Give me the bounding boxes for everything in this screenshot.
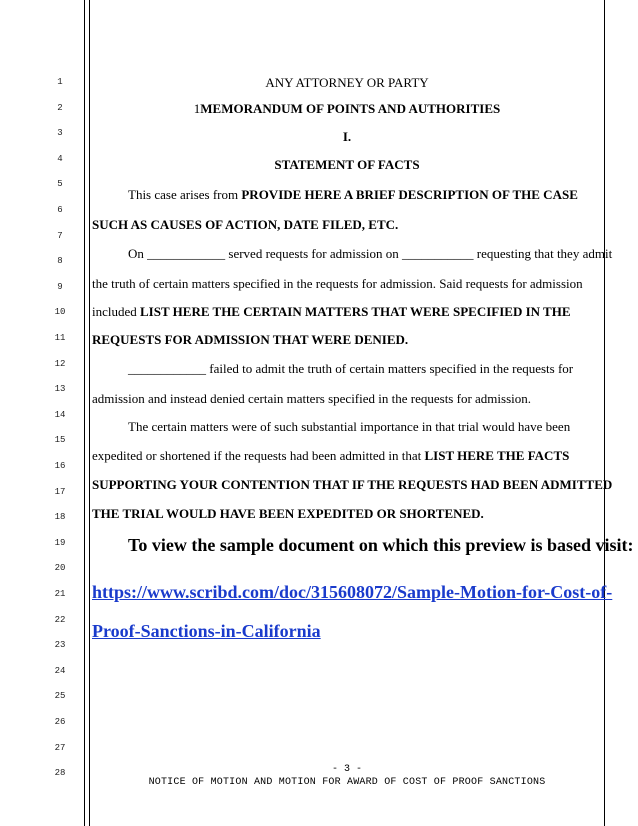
document-footer-title: NOTICE OF MOTION AND MOTION FOR AWARD OF COST OF PROOF SANCTIONS: [148, 777, 546, 788]
paragraph-2-line-2: the truth of certain matters specified in the requests for admission. Said requests for admission: [92, 276, 583, 291]
line-number: 16: [54, 461, 66, 471]
p1-text: This case arises from: [128, 187, 242, 202]
line-number: 28: [54, 768, 66, 778]
paragraph-2-line-3: [92, 305, 571, 318]
paragraph-3-line-2: admission and instead denied certain matters specified in the requests for admission.: [92, 391, 531, 406]
left-margin-rule-inner: [89, 0, 90, 826]
line-number: 8: [57, 256, 63, 266]
line-number: 14: [54, 410, 66, 420]
p4-text: expedited or shortened if the requests had been admitted in that: [92, 448, 425, 463]
paragraph-4-line-2: [92, 449, 569, 462]
line-number: 13: [54, 384, 66, 394]
line-number: 3: [57, 128, 63, 138]
line-number: 2: [57, 103, 63, 113]
line-number: 20: [54, 563, 66, 573]
paragraph-1-line-2: SUCH AS CAUSES OF ACTION, DATE FILED, ETC.: [92, 217, 399, 232]
line-number: 9: [57, 282, 63, 292]
paragraph-4-line-3: SUPPORTING YOUR CONTENTION THAT IF THE REQUESTS HAD BEEN ADMITTED: [92, 477, 613, 492]
line-number: 11: [54, 333, 66, 343]
line-number: 5: [57, 179, 63, 189]
memorandum-title: [90, 102, 604, 115]
p2-text: included: [92, 304, 141, 319]
line-number: 4: [57, 154, 63, 164]
line-number: 6: [57, 205, 63, 215]
paragraph-1-line-1: [128, 188, 578, 201]
line-number: 17: [54, 487, 66, 497]
preview-notice: To view the sample document on which this preview is based visit:: [128, 535, 634, 555]
memorandum-prefix: 1: [193, 101, 201, 116]
line-number: 19: [54, 538, 66, 548]
sample-link-line-2[interactable]: Proof-Sanctions-in-California: [92, 621, 321, 641]
line-number: 23: [54, 640, 66, 650]
left-margin-rule-outer: [84, 0, 85, 826]
line-number: 24: [54, 666, 66, 676]
line-number: 27: [54, 743, 66, 753]
p2-placeholder: LIST HERE THE CERTAIN MATTERS THAT WERE SPECIFIED IN THE: [140, 304, 571, 319]
paragraph-4-line-1: The certain matters were of such substantial importance in that trial would have been: [128, 419, 571, 434]
line-number: 26: [54, 717, 66, 727]
line-number: 22: [54, 615, 66, 625]
line-number: 1: [57, 77, 63, 87]
paragraph-4-line-4: THE TRIAL WOULD HAVE BEEN EXPEDITED OR SHORTENED.: [92, 506, 484, 521]
line-number: 10: [54, 307, 66, 317]
line-number: 12: [54, 359, 66, 369]
line-number: 18: [54, 512, 66, 522]
p1-placeholder: PROVIDE HERE A BRIEF DESCRIPTION OF THE CASE: [241, 187, 578, 202]
paragraph-3-line-1: ____________ failed to admit the truth of certain matters specified in the requests for: [128, 361, 574, 376]
right-margin-rule: [604, 0, 605, 826]
line-number: 21: [54, 589, 66, 599]
section-title: STATEMENT OF FACTS: [274, 157, 420, 172]
attorney-party-heading: ANY ATTORNEY OR PARTY: [265, 75, 429, 90]
line-number: 15: [54, 435, 66, 445]
page-number: - 3 -: [331, 764, 362, 775]
sample-link-line-1[interactable]: https://www.scribd.com/doc/315608072/Sample-Motion-for-Cost-of-: [92, 582, 613, 602]
memorandum-title-text: MEMORANDUM OF POINTS AND AUTHORITIES: [200, 101, 501, 116]
p4-placeholder: LIST HERE THE FACTS: [424, 448, 570, 463]
line-number: 7: [57, 231, 63, 241]
paragraph-2-line-4: REQUESTS FOR ADMISSION THAT WERE DENIED.: [92, 332, 409, 347]
section-number: I.: [342, 129, 352, 144]
line-number: 25: [54, 691, 66, 701]
paragraph-2-line-1: On ____________ served requests for admission on ___________ requesting that they admit: [128, 246, 613, 261]
